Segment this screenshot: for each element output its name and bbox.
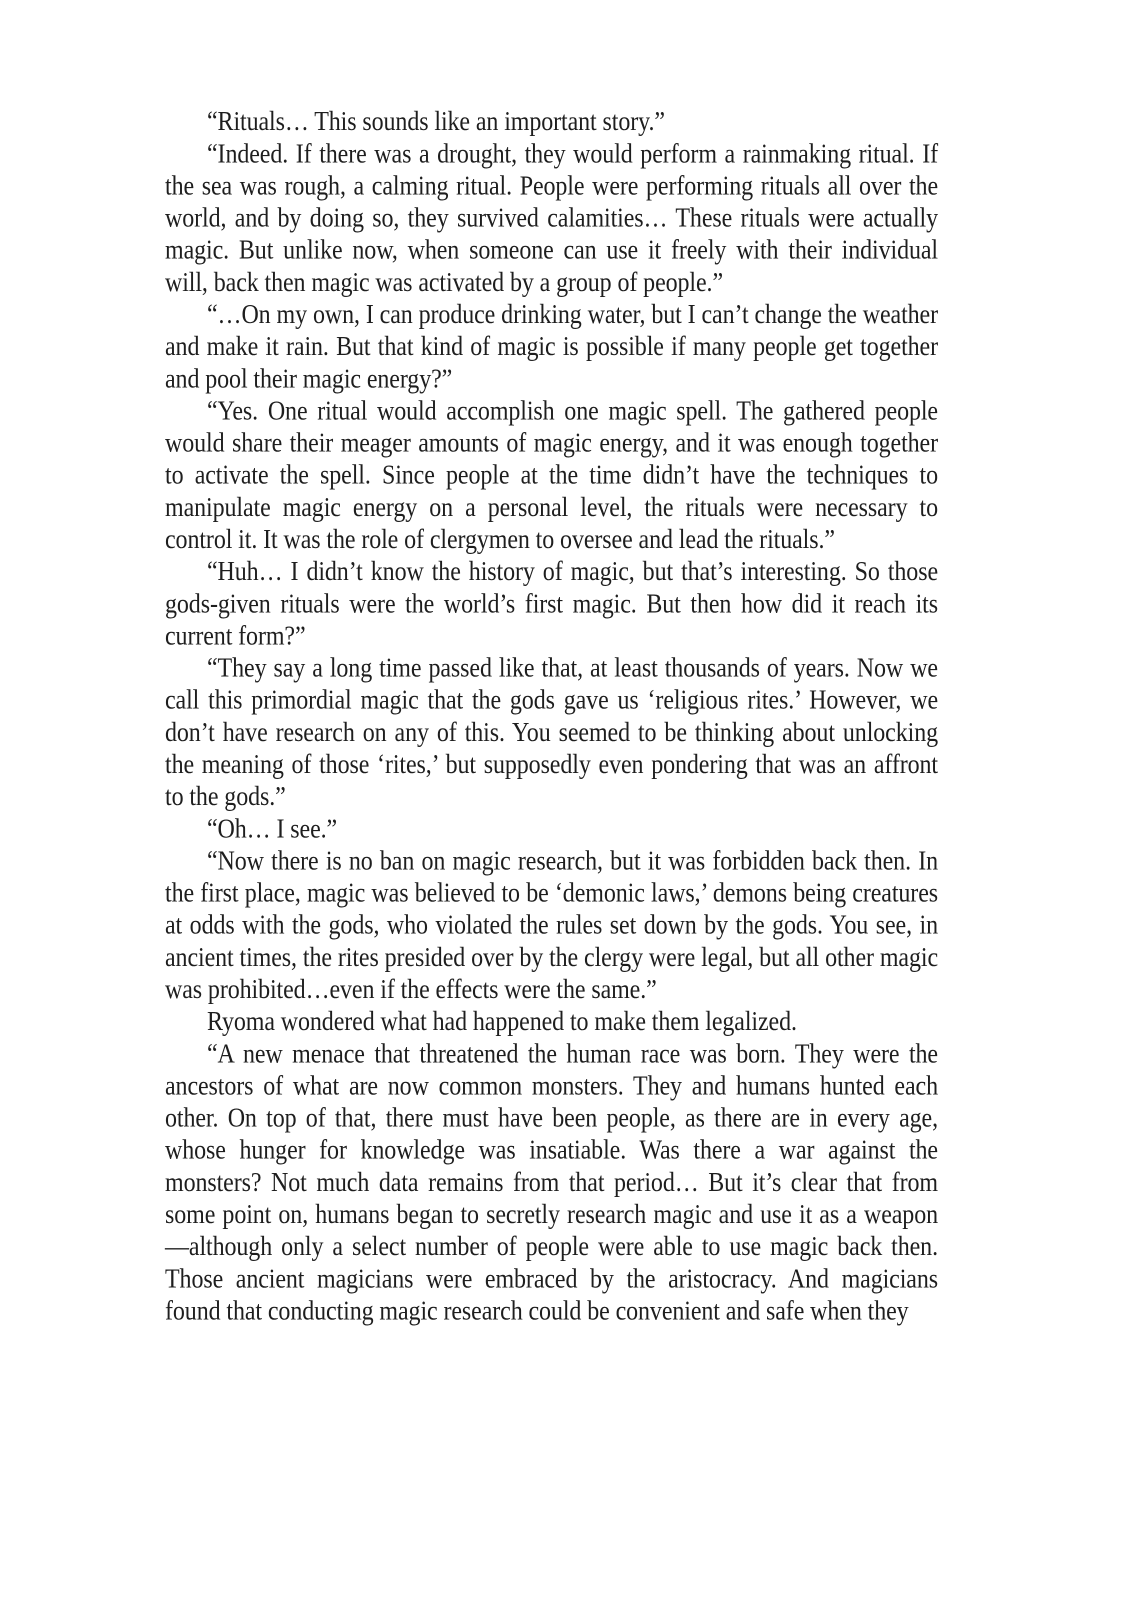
paragraph: “They say a long time passed like that, at least thousands of years. Now we call this primordial magic that the gods gave us ‘religious rites.’ However, we don’t have research on any of this. You seemed to be thinking about unlocking the meaning of those ‘rites,’ but supposedly even pondering that was an affront to the gods.” bbox=[165, 653, 938, 813]
paragraph: “Oh… I see.” bbox=[207, 814, 338, 845]
paragraph: “A new menace that threatened the human race was born. They were the ancestors of what are now common monsters. They and humans hunted each other. On top of that, there must have been people, as there are in every age, whose hunger for knowledge was insatiable. Was there a war against the monsters? Not much data remains from that period… But it’s clear that from some point on, humans began to secretly research magic and use it as a weapon—although only a select number of people were able to use magic back then. Those ancient magicians were embraced by the aristocracy. And magicians found that conducting magic research could be convenient and safe when they bbox=[165, 1039, 938, 1327]
paragraph: “Huh… I didn’t know the history of magic, but that’s interesting. So those gods-given rituals were the world’s first magic. But then how did it reach its current form?” bbox=[165, 557, 938, 652]
paragraph: “Now there is no ban on magic research, but it was forbidden back then. In the first place, magic was believed to be ‘demonic laws,’ demons being creatures at odds with the gods, who violated the rules set down by the gods. You see, in ancient times, the rites presided over by the clergy were legal, but all other magic was prohibited…even if the effects were the same.” bbox=[165, 846, 938, 1005]
paragraph: “Yes. One ritual would accomplish one magic spell. The gathered people would share their meager amounts of magic energy, and it was enough together to activate the spell. Since people at the time didn’t have the techniques to manipulate magic energy on a personal level, the rituals were necessary to control it. It was the role of clergymen to oversee and lead the rituals.” bbox=[165, 396, 938, 555]
paragraph: “Rituals… This sounds like an important story.” bbox=[207, 107, 665, 137]
paragraph: “Indeed. If there was a drought, they would perform a rainmaking ritual. If the sea was rough, a calming ritual. People were performing rituals all over the world, and by doing so, they survived calamities… These rituals were actually magic. But unlike now, when someone can use it freely with their individual will, back then magic was activated by a group of people.” bbox=[165, 139, 938, 298]
paragraph: “…On my own, I can produce drinking water, but I can’t change the weather and make it rain. But that kind of magic is possible if many people get together and pool their magic energy?” bbox=[165, 300, 938, 395]
page-text-block bbox=[165, 106, 938, 1327]
paragraph: Ryoma wondered what had happened to make them legalized. bbox=[207, 1007, 797, 1038]
